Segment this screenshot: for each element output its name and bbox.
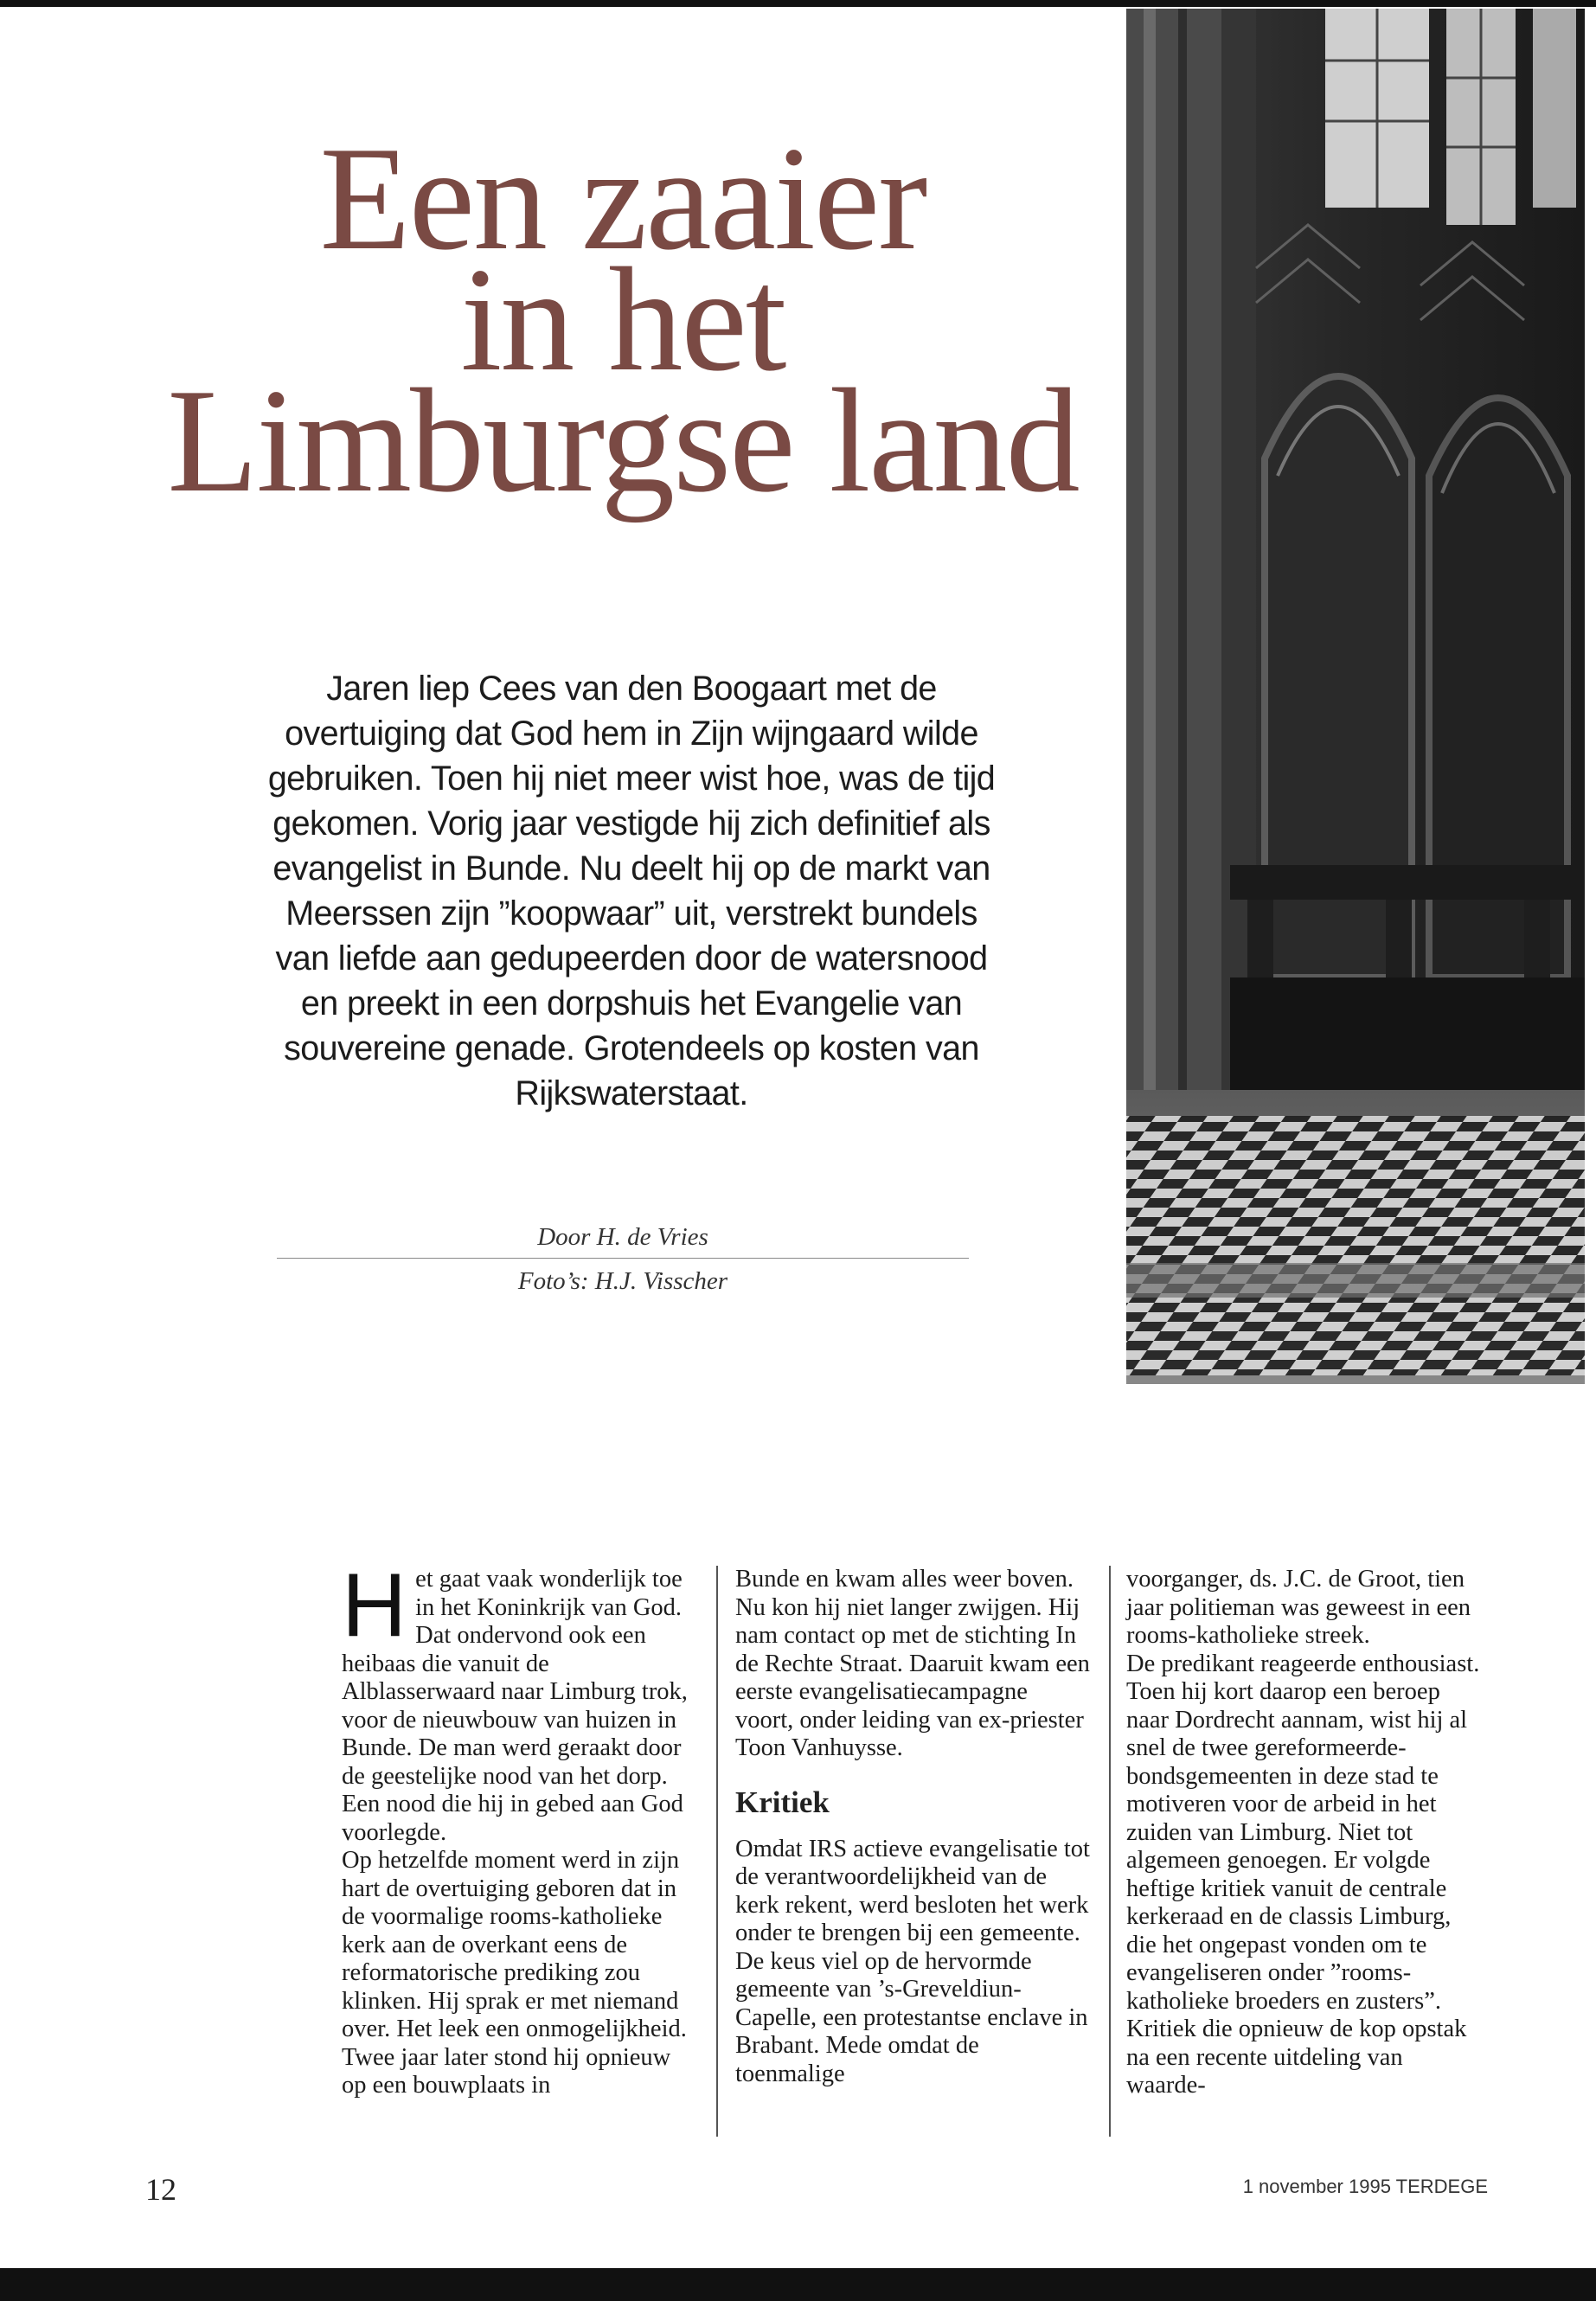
article-title — [147, 117, 1099, 523]
column-rule-2 — [1109, 1566, 1111, 2137]
article-intro: Jaren liep Cees van den Boogaart met de overtuiging dat God hem in Zijn wijngaard wilde gebruiken. Toen hij niet meer wist hoe, was de tijd gekomen. Vorig jaar vestigde hij zich definitief als evangelist in Bunde. Nu deelt hij op de markt van Meerssen zijn ”koopwaar” uit, verstrekt bundels van liefde aan gedupeerden door de watersnood en preekt in een dorpshuis het Evangelie van souvereine genade. Grotendeels op kosten van Rijkswaterstaat. — [267, 670, 996, 1112]
col1-paragraph-3: Twee jaar later stond hij opnieuw op een bouwplaats in — [342, 2043, 671, 2099]
col3-paragraph-2: De predikant reageerde enthousiast. Toen hij kort daarop een beroep naar Dordrecht aannam, wist hij al snel de twee gereformeerde-bondsgemeenten in deze stad te motiveren voor de arbeid in het zuiden van Limburg. Niet tot algemeen genoegen. Er volgde heftige kritiek vanuit de centrale kerkeraad en de classis Limburg, die het ongepast vonden om te evangeliseren onder ”rooms-katholieke broeders en zusters”. Kritiek die opnieuw de kop opstak na een recente uitdeling van waarde- — [1126, 1650, 1480, 2099]
issue-info: 1 november 1995 TERDEGE — [1242, 2176, 1488, 2197]
title-line-3: Limburgse land — [167, 359, 1079, 523]
title-line-1: Een zaaier — [319, 117, 926, 281]
column-rule-1 — [716, 1566, 718, 2137]
subhead-kritiek: Kritiek — [735, 1785, 830, 1819]
col1-paragraph-1: et gaat vaak wonderlijk toe in het Koninkrijk van God. Dat ondervond ook een heibaas die vanuit de Alblasserwaard naar Limburg trok, voor de nieuwbouw van huizen in Bunde. De man werd geraakt door de geestelijke nood van het dorp. Een nood die hij in gebed aan God voorlegde. — [342, 1566, 688, 1846]
col2-paragraph-2: Omdat IRS actieve evangelisatie tot de verantwoordelijkheid van de kerk rekent, werd besloten het werk onder te brengen bij een gemeente. De keus viel op de hervormde gemeente van ’s-Greveldiun-Capelle, een protestantse enclave in Brabant. Mede omdat de toenmalige — [735, 1835, 1090, 2087]
byline-photos: Foto’s: H.J. Visscher — [517, 1267, 728, 1295]
drop-cap: H — [342, 1555, 407, 1656]
church-interior-photo — [1126, 9, 1585, 1384]
title-line-2: in het — [460, 238, 785, 402]
body-column-2 — [735, 1566, 1090, 2088]
col1-paragraph-2: Op hetzelfde moment werd in zijn hart de overtuiging geboren dat in de voormalige rooms-katholieke kerk aan de overkant eens de reformatorische prediking zou klinken. Hij sprak er met niemand over. Het leek een onmogelijkheid. — [342, 1847, 687, 2042]
col2-paragraph-1: Bunde en kwam alles weer boven. Nu kon hij niet langer zwijgen. Hij nam contact op met de stichting In de Rechte Straat. Daaruit kwam een eerste evangelisatiecampagne voort, onder leiding van ex-priester Toon Vanhuysse. — [735, 1566, 1090, 1761]
top-rule — [0, 0, 1596, 7]
body-column-3 — [1126, 1566, 1485, 2100]
byline-author: Door H. de Vries — [537, 1223, 708, 1251]
bottom-bar — [0, 2268, 1596, 2301]
byline-divider — [277, 1258, 969, 1259]
col3-paragraph-1: voorganger, ds. J.C. de Groot, tien jaar politieman was geweest in een rooms-katholieke streek. — [1126, 1566, 1471, 1649]
body-column-1 — [342, 1555, 696, 2137]
byline — [277, 1218, 969, 1300]
page-number: 12 — [145, 2172, 176, 2207]
